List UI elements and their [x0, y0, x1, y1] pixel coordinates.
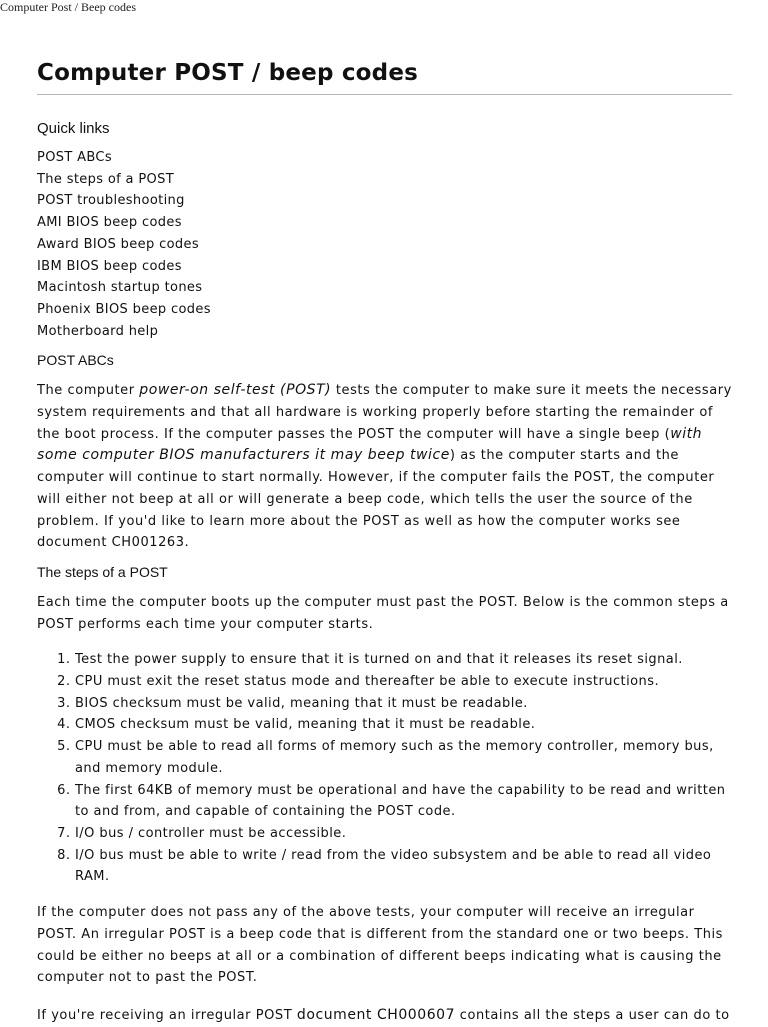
beep-twice-emphasis: with some computer BIOS manufacturers it may beep twice — [37, 425, 703, 464]
quick-link-post-troubleshooting[interactable]: POST troubleshooting — [37, 193, 185, 209]
quick-link-ami-bios[interactable]: AMI BIOS beep codes — [37, 215, 182, 231]
document-reference: document CH000607 — [296, 1006, 456, 1023]
quick-link-post-abcs[interactable]: POST ABCs — [37, 150, 112, 165]
troubleshoot-paragraph — [37, 1005, 732, 1027]
quick-link-motherboard-help[interactable]: Motherboard help — [37, 323, 159, 339]
list-item: 6. The first 64KB of memory must be operational and have the capability to be read and written to and from, and capable of containing the POST code. — [75, 780, 732, 823]
list-item: 3. BIOS checksum must be valid, meaning that it must be readable. — [75, 693, 732, 715]
quick-link-steps-of-post[interactable]: The steps of a POST — [37, 171, 175, 187]
irregular-post-paragraph: If the computer does not pass any of the above tests, your computer will receive an irregular POST. An irregular POST is a beep code that is different from the standard one or two beeps. This could be either no beeps at all or a combination of different beeps indicating what is causing the computer not to past the POST. — [37, 905, 723, 986]
quick-links-heading: Quick links — [37, 120, 110, 137]
list-item: 4. CMOS checksum must be valid, meaning that it must be readable. — [75, 714, 732, 736]
list-item: 5. CPU must be able to read all forms of memory such as the memory controller, memory bus, and memory module. — [75, 736, 732, 779]
quick-link-phoenix-bios[interactable]: Phoenix BIOS beep codes — [37, 301, 211, 317]
post-term-emphasis: power-on self-test (POST) — [139, 382, 332, 399]
article — [37, 56, 732, 1027]
post-steps-list — [37, 649, 732, 888]
post-abcs-text-3: ) as the computer starts and the computer will continue to start normally. However, if the computer fails the POST, the computer will either not beep at all or will generate a beep code, which tells the user the source of the problem. If you'd like to learn more about the POST as well as how the computer works see document CH001263. — [37, 448, 715, 551]
quick-link-macintosh[interactable]: Macintosh startup tones — [37, 280, 203, 296]
page-title: Computer POST / beep codes — [37, 56, 732, 95]
post-abcs-text-1: The computer — [37, 383, 140, 399]
quick-link-ibm-bios[interactable]: IBM BIOS beep codes — [37, 258, 182, 274]
troubleshoot-text-2: contains all the steps a user can do to — [455, 1007, 730, 1023]
steps-heading: The steps of a POST — [37, 563, 168, 580]
post-abcs-paragraph — [37, 380, 732, 554]
list-item: 1. Test the power supply to ensure that it is turned on and that it releases its reset signal. — [75, 649, 732, 671]
troubleshoot-text-1: If you're receiving an irregular POST — [37, 1007, 297, 1023]
quick-links-list — [37, 147, 732, 342]
running-head: Computer Post / Beep codes — [0, 0, 136, 14]
list-item: 7. I/O bus / controller must be accessible. — [75, 823, 732, 845]
list-item: 8. I/O bus must be able to write / read from the video subsystem and be able to read all video RAM. — [75, 845, 732, 888]
post-abcs-text-2: tests the computer to make sure it meets the necessary system requirements and that all hardware is working properly before starting the remainder of the boot process. If the computer passes the POST the computer will have a single beep ( — [37, 383, 732, 442]
quick-link-award-bios[interactable]: Award BIOS beep codes — [37, 236, 199, 252]
post-abcs-heading: POST ABCs — [37, 352, 114, 369]
steps-intro: Each time the computer boots up the computer must past the POST. Below is the common steps a POST performs each time your computer starts. — [37, 594, 729, 632]
list-item: 2. CPU must exit the reset status mode and thereafter be able to execute instructions. — [75, 671, 732, 693]
